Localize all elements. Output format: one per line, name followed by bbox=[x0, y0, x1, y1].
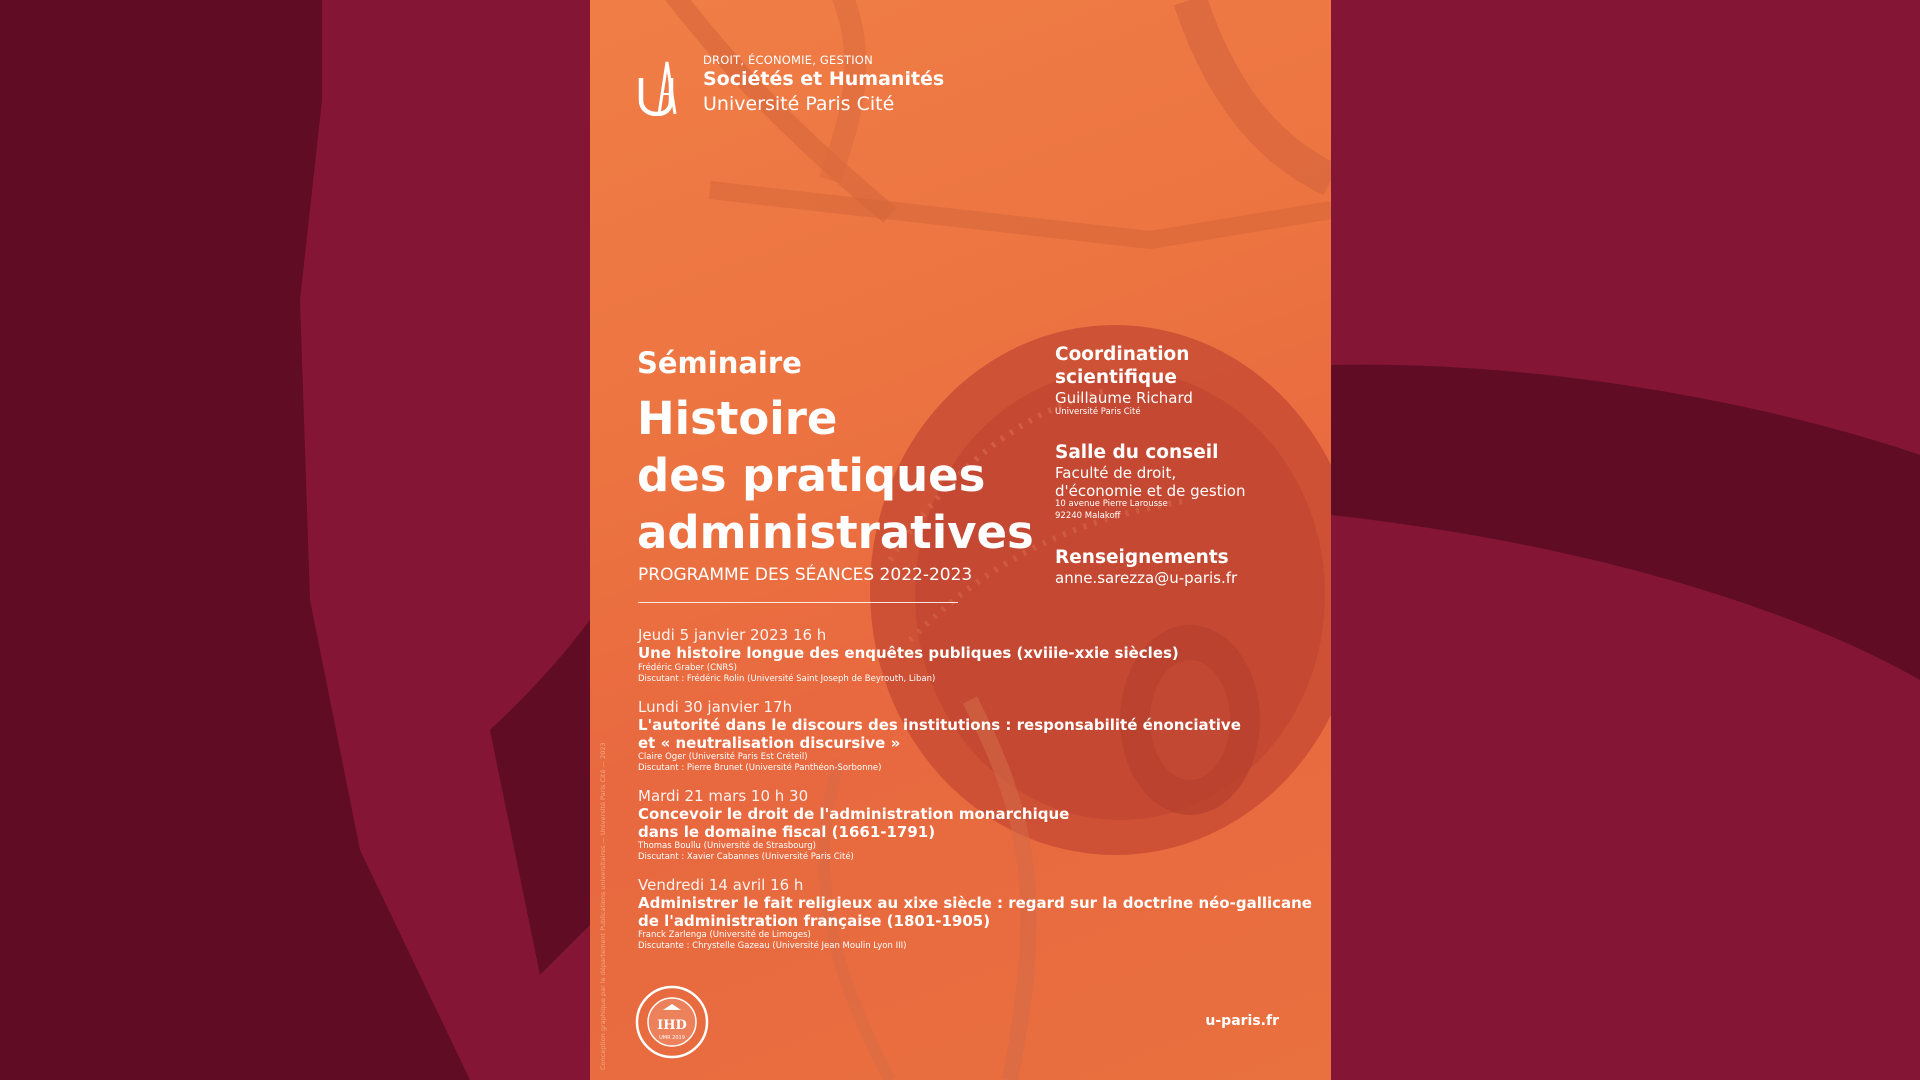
venue-line: d'économie et de gestion bbox=[1055, 482, 1246, 500]
coordination-heading: Coordination bbox=[1055, 344, 1190, 365]
session-date: Mardi 21 mars 10 h 30 bbox=[638, 787, 809, 805]
coordination-heading-2: scientifique bbox=[1055, 367, 1177, 388]
programme-label: PROGRAMME DES SÉANCES 2022-2023 bbox=[638, 565, 973, 585]
seal-initials: IHD bbox=[657, 1018, 687, 1033]
session-title: Une histoire longue des enquêtes publiques (xviiie-xxie siècles) bbox=[638, 644, 1179, 662]
session-date: Vendredi 14 avril 16 h bbox=[638, 876, 804, 894]
session-title: Concevoir le droit de l'administration monarchique bbox=[638, 805, 1070, 823]
session-discussant: Discutant : Pierre Brunet (Université Panthéon-Sorbonne) bbox=[638, 763, 882, 773]
title-line: Histoire bbox=[637, 392, 838, 445]
session-title: L'autorité dans le discours des institutions : responsabilité énonciative bbox=[638, 716, 1241, 734]
coordinator-name: Guillaume Richard bbox=[1055, 389, 1193, 407]
session-discussant: Discutant : Frédéric Rolin (Université Saint Joseph de Beyrouth, Liban) bbox=[638, 674, 936, 684]
title-line: administratives bbox=[637, 506, 1034, 559]
session-title: Administrer le fait religieux au xixe siècle : regard sur la doctrine néo-gallicane bbox=[638, 894, 1312, 912]
session-discussant: Discutante : Chrystelle Gazeau (Université Jean Moulin Lyon III) bbox=[638, 941, 907, 951]
venue-line: Faculté de droit, bbox=[1055, 464, 1177, 482]
info-heading: Renseignements bbox=[1055, 547, 1229, 568]
seminar-kicker: Séminaire bbox=[637, 346, 802, 380]
session-title: de l'administration française (1801-1905) bbox=[638, 912, 991, 930]
session-date: Lundi 30 janvier 17h bbox=[638, 698, 793, 716]
venue-address: 10 avenue Pierre Larousse bbox=[1055, 499, 1168, 509]
session-speaker: Thomas Boullu (Université de Strasbourg) bbox=[638, 841, 816, 851]
session-title: et « neutralisation discursive » bbox=[638, 734, 901, 752]
design-credit: Conception graphique par le département Publications universitaires — Université Paris Cité — 2023 bbox=[599, 742, 607, 1070]
session-speaker: Franck Zarlenga (Université de Limoges) bbox=[638, 930, 811, 940]
brand-college: Sociétés et Humanités bbox=[703, 68, 945, 90]
ihd-seal-logo bbox=[635, 985, 709, 1059]
seminar-title bbox=[637, 390, 1034, 561]
session-date: Jeudi 5 janvier 2023 16 h bbox=[638, 626, 827, 644]
contact-email-link[interactable]: anne.sarezza@u-paris.fr bbox=[1055, 569, 1238, 587]
seminar-poster bbox=[590, 0, 1331, 1080]
session-speaker: Claire Oger (Université Paris Est Créteil) bbox=[638, 752, 808, 762]
session-title: dans le domaine fiscal (1661-1791) bbox=[638, 823, 936, 841]
coordinator-affiliation: Université Paris Cité bbox=[1055, 407, 1141, 417]
seal-subtitle: UMR 2019 bbox=[659, 1035, 685, 1041]
website-link[interactable]: u-paris.fr bbox=[1205, 1013, 1279, 1029]
brand-faculty: DROIT, ÉCONOMIE, GESTION bbox=[703, 53, 873, 67]
divider bbox=[638, 602, 958, 603]
session-speaker: Frédéric Graber (CNRS) bbox=[638, 663, 738, 673]
university-eiffel-logo-icon bbox=[637, 60, 691, 116]
title-line: des pratiques bbox=[637, 449, 986, 502]
brand-university: Université Paris Cité bbox=[703, 93, 895, 115]
venue-postcode: 92240 Malakoff bbox=[1055, 511, 1121, 521]
session-discussant: Discutant : Xavier Cabannes (Université Paris Cité) bbox=[638, 852, 854, 862]
venue-heading: Salle du conseil bbox=[1055, 442, 1219, 463]
